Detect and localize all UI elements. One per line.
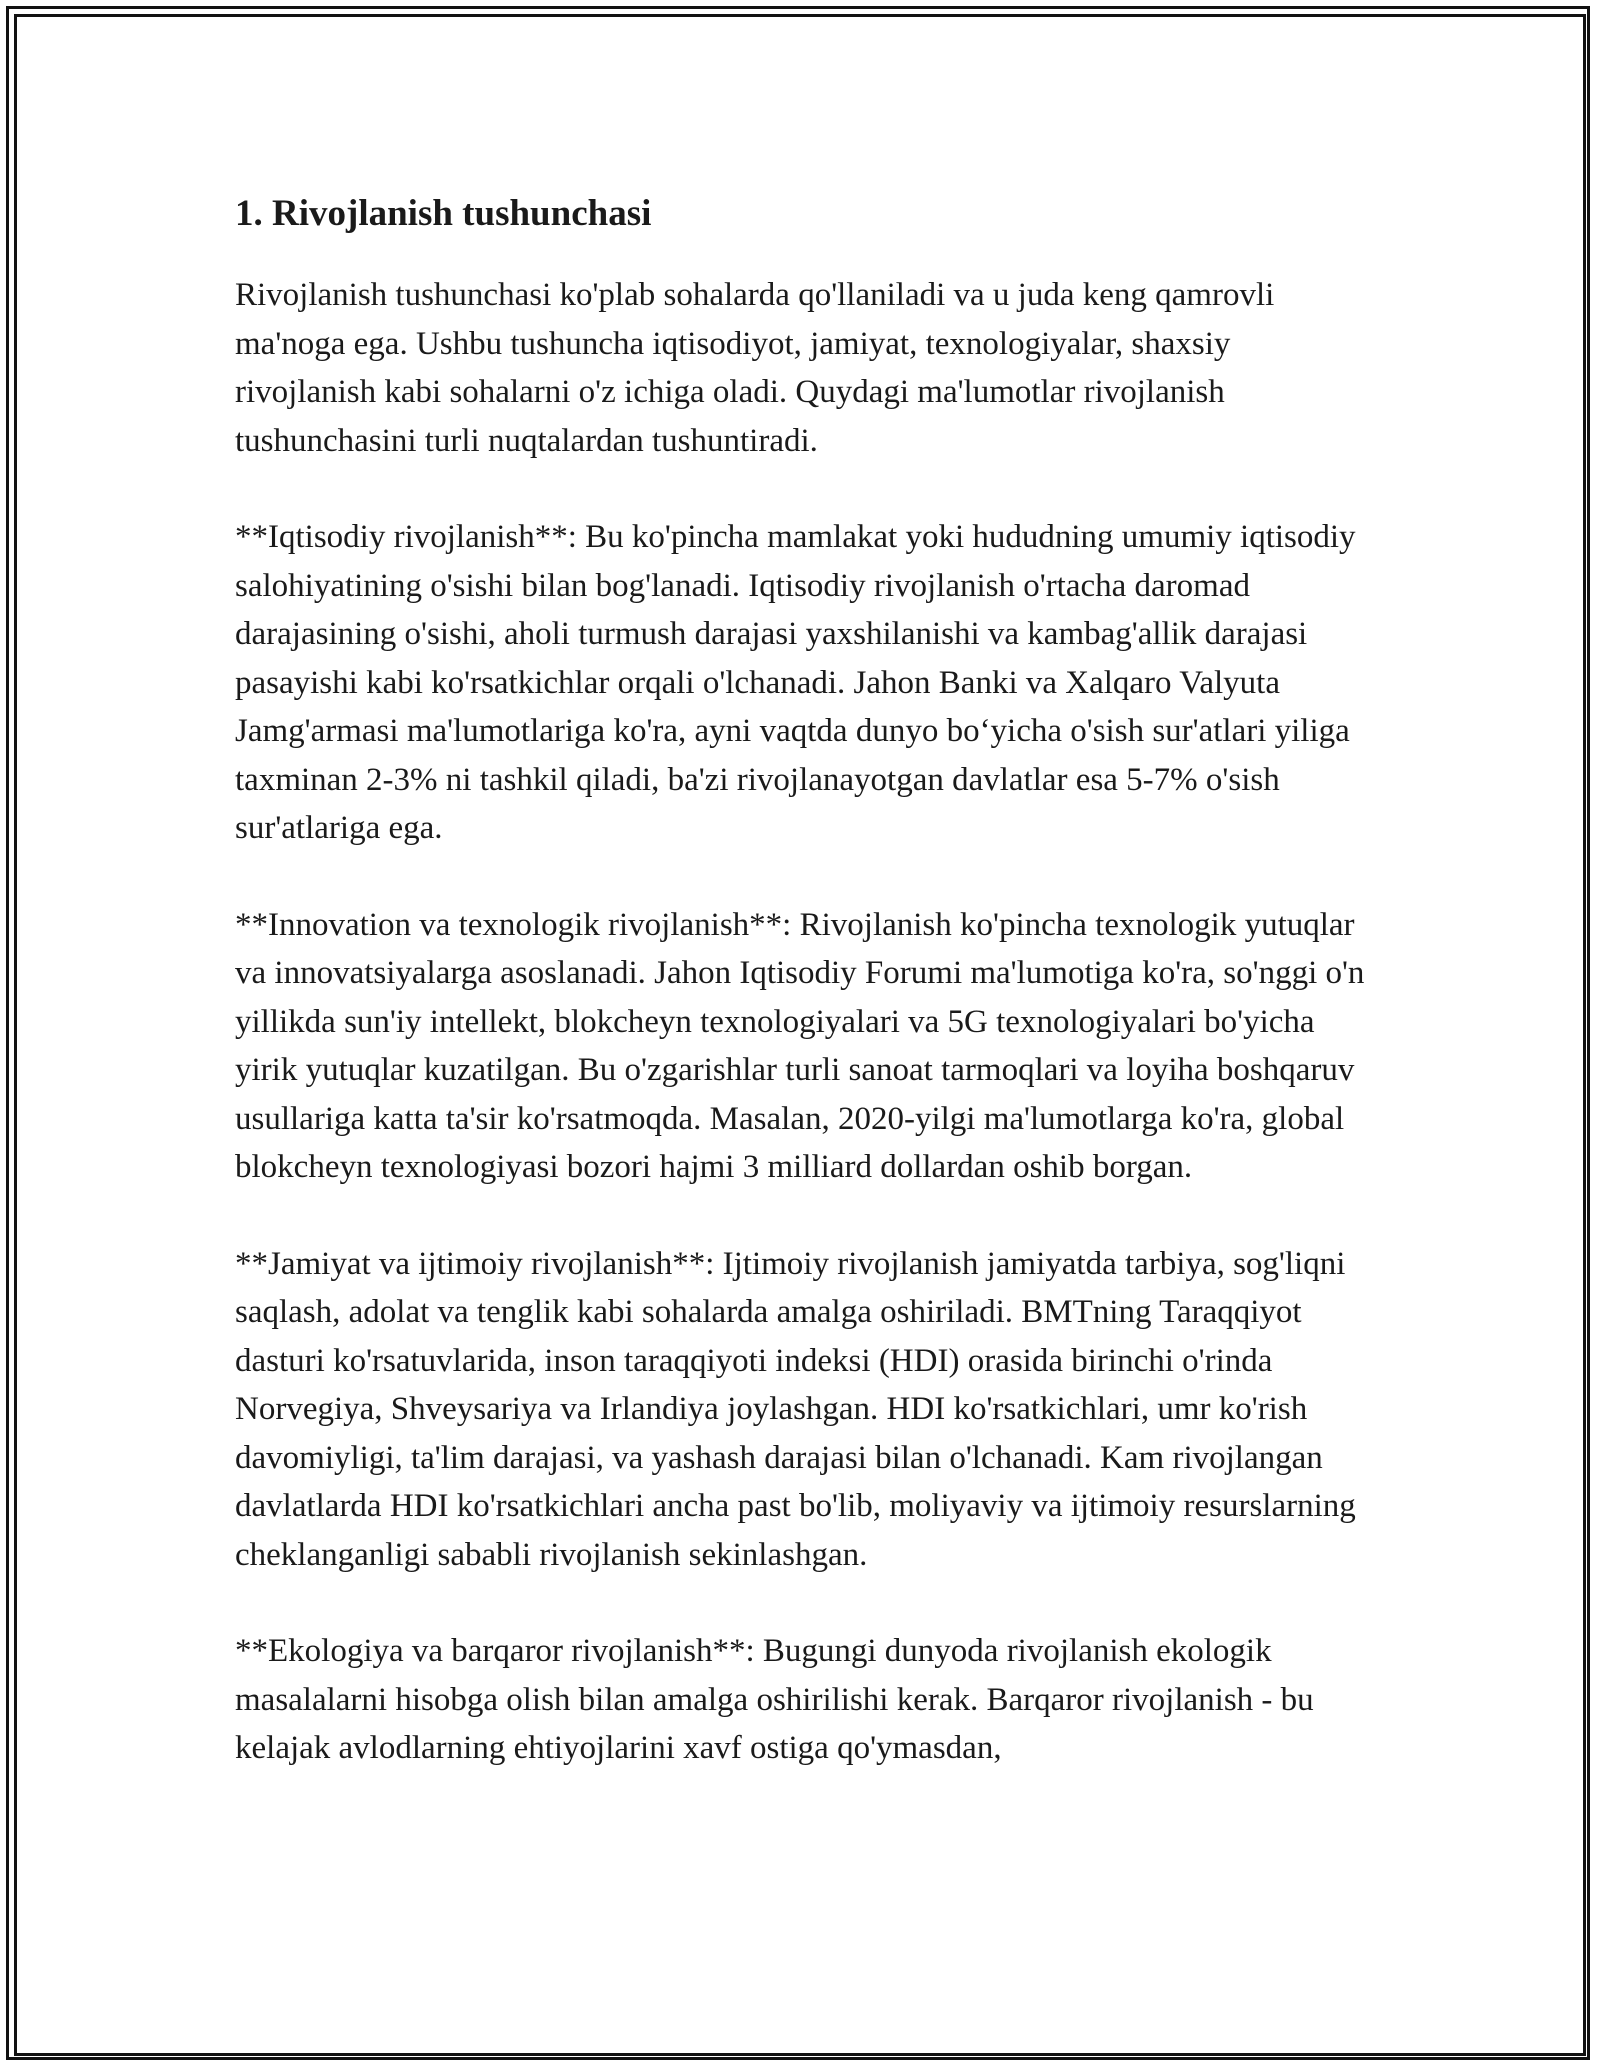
document-body	[235, 185, 1375, 1821]
paragraph-social-development: **Jamiyat va ijtimoiy rivojlanish**: Ijtimoiy rivojlanish jamiyatda tarbiya, sog'liqni saqlash, adolat va tenglik kabi sohalarda amalga oshiriladi. BMTning Taraqqiyot dasturi ko'rsatuvlarida, inson taraqqiyoti indeksi (HDI) orasida birinchi o'rinda Norvegiya, Shveysariya va Irlandiya joylashgan. HDI ko'rsatkichlari, umr ko'rish davomiyligi, ta'lim darajasi, va yashash darajasi bilan o'lchanadi. Kam rivojlangan davlatlarda HDI ko'rsatkichlari ancha past bo'lib, moliyaviy va ijtimoiy resurslarning cheklanganligi sababli rivojlanish sekinlashgan.	[235, 1245, 1356, 1573]
section-heading: 1. Rivojlanish tushunchasi	[235, 193, 652, 234]
paragraph-technological-development: **Innovation va texnologik rivojlanish**: Rivojlanish ko'pincha texnologik yutuqlar va innovatsiyalarga asoslanadi. Jahon Iqtisodiy Forumi ma'lumotiga ko'ra, so'nggi o'n yillikda sun'iy intellekt, blokcheyn texnologiyalari va 5G texnologiyalari bo'yicha yirik yutuqlar kuzatilgan. Bu o'zgarishlar turli sanoat tarmoqlari va loyiha boshqaruv usullariga katta ta'sir ko'rsatmoqda. Masalan, 2020-yilgi ma'lumotlarga ko'ra, global blokcheyn texnologiyasi bozori hajmi 3 milliard dollardan oshib borgan.	[235, 906, 1365, 1185]
paragraph-sustainable-development: **Ekologiya va barqaror rivojlanish**: Bugungi dunyoda rivojlanish ekologik masalalarni hisobga olish bilan amalga oshirilishi kerak. Barqaror rivojlanish - bu kelajak avlodlarning ehtiyojlarini xavf ostiga qo'ymasdan,	[235, 1633, 1314, 1766]
paragraph-economic-development: **Iqtisodiy rivojlanish**: Bu ko'pincha mamlakat yoki hududning umumiy iqtisodiy salohiyatining o'sishi bilan bog'lanadi. Iqtisodiy rivojlanish o'rtacha daromad darajasining o'sishi, aholi turmush darajasi yaxshilanishi va kambag'allik darajasi pasayishi kabi ko'rsatkichlar orqali o'lchanadi. Jahon Banki va Xalqaro Valyuta Jamg'armasi ma'lumotlariga ko'ra, ayni vaqtda dunyo bo‘yicha o'sish sur'atlari yiliga taxminan 2-3% ni tashkil qiladi, ba'zi rivojlanayotgan davlatlar esa 5-7% o'sish sur'atlariga ega.	[235, 519, 1356, 846]
paragraph-intro: Rivojlanish tushunchasi ko'plab sohalarda qo'llaniladi va u juda keng qamrovli ma'noga ega. Ushbu tushuncha iqtisodiyot, jamiyat, texnologiyalar, shaxsiy rivojlanish kabi sohalarni o'z ichiga oladi. Quydagi ma'lumotlar rivojlanish tushunchasini turli nuqtalardan tushuntiradi.	[235, 277, 1275, 459]
